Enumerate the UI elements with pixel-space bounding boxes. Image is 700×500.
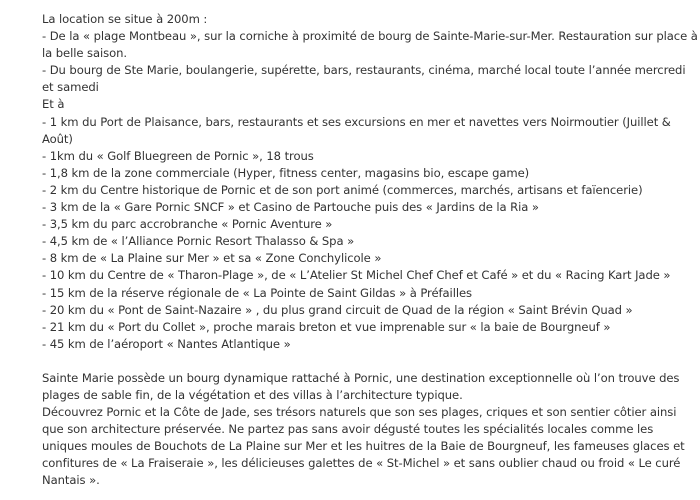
intro-item-village: - Du bourg de Ste Marie, boulangerie, supérette, bars, restaurants, cinéma, marché local toute l’année mercredi et samedi [42, 63, 686, 95]
location-description [42, 11, 698, 490]
distance-item: - 4,5 km de « l’Alliance Pornic Resort Thalasso & Spa » [42, 234, 355, 249]
distance-item: - 21 km du « Port du Collet », proche marais breton et vue imprenable sur « la baie de Bourgneuf » [42, 319, 611, 334]
distance-item: - 1 km du Port de Plaisance, bars, restaurants et ses excursions en mer et navettes vers Noirmoutier (Juillet & Août) [42, 114, 671, 146]
intro-heading: La location se situe à 200m : [42, 12, 208, 26]
distance-item: - 45 km de l’aéroport « Nantes Atlantique » [42, 336, 291, 351]
distance-item: - 8 km de « La Plaine sur Mer » et sa « Zone Conchylicole » [42, 251, 382, 266]
description-paragraph-village: Sainte Marie possède un bourg dynamique rattaché à Pornic, une destination exceptionnelle où l’on trouve des plages de sable fin, de la végétation et des villas à l’architecture typique. [42, 370, 680, 402]
distance-item: - 10 km du Centre de « Tharon-Plage », de « L’Atelier St Michel Chef Chef et Café » et du « Racing Kart Jade » [42, 268, 671, 283]
paragraph-spacer [42, 353, 698, 370]
intro-item-beach: - De la « plage Montbeau », sur la corniche à proximité de bourg de Sainte-Marie-sur-Mer. Restauration sur place à la belle saison. [42, 29, 698, 61]
distance-item: - 1,8 km de la zone commerciale (Hyper, fitness center, magasins bio, escape game) [42, 165, 530, 180]
distance-item: - 3 km de la « Gare Pornic SNCF » et Casino de Partouche puis des « Jardins de la Ria » [42, 200, 539, 215]
distance-item: - 1km du « Golf Bluegreen de Pornic », 18 trous [42, 148, 314, 163]
distance-item: - 2 km du Centre historique de Pornic et de son port animé (commerces, marchés, artisans et faïencerie) [42, 182, 643, 197]
distance-item: - 15 km de la réserve régionale de « La Pointe de Saint Gildas » à Préfailles [42, 285, 472, 300]
distance-item: - 20 km du « Pont de Saint-Nazaire » , du plus grand circuit de Quad de la région « Saint Brévin Quad » [42, 302, 633, 317]
distance-item: - 3,5 km du parc accrobranche « Pornic Aventure » [42, 217, 333, 232]
distances-heading: Et à [42, 97, 65, 112]
description-paragraph-cote-de-jade: Découvrez Pornic et la Côte de Jade, ses trésors naturels que son ses plages, criques et son sentier côtier ainsi que son architecture préservée. Ne partez pas sans avoir dégusté toutes les spécialités locales comme les uniques moules de Bouchots de La Plaine sur Mer et les huitres de la Baie de Bourgneuf, les fameuses glaces et confitures de « La Fraiseraie », les délicieuses galettes de « St-Michel » et sans oublier chaud ou froid « Le curé Nantais ». [42, 405, 685, 488]
